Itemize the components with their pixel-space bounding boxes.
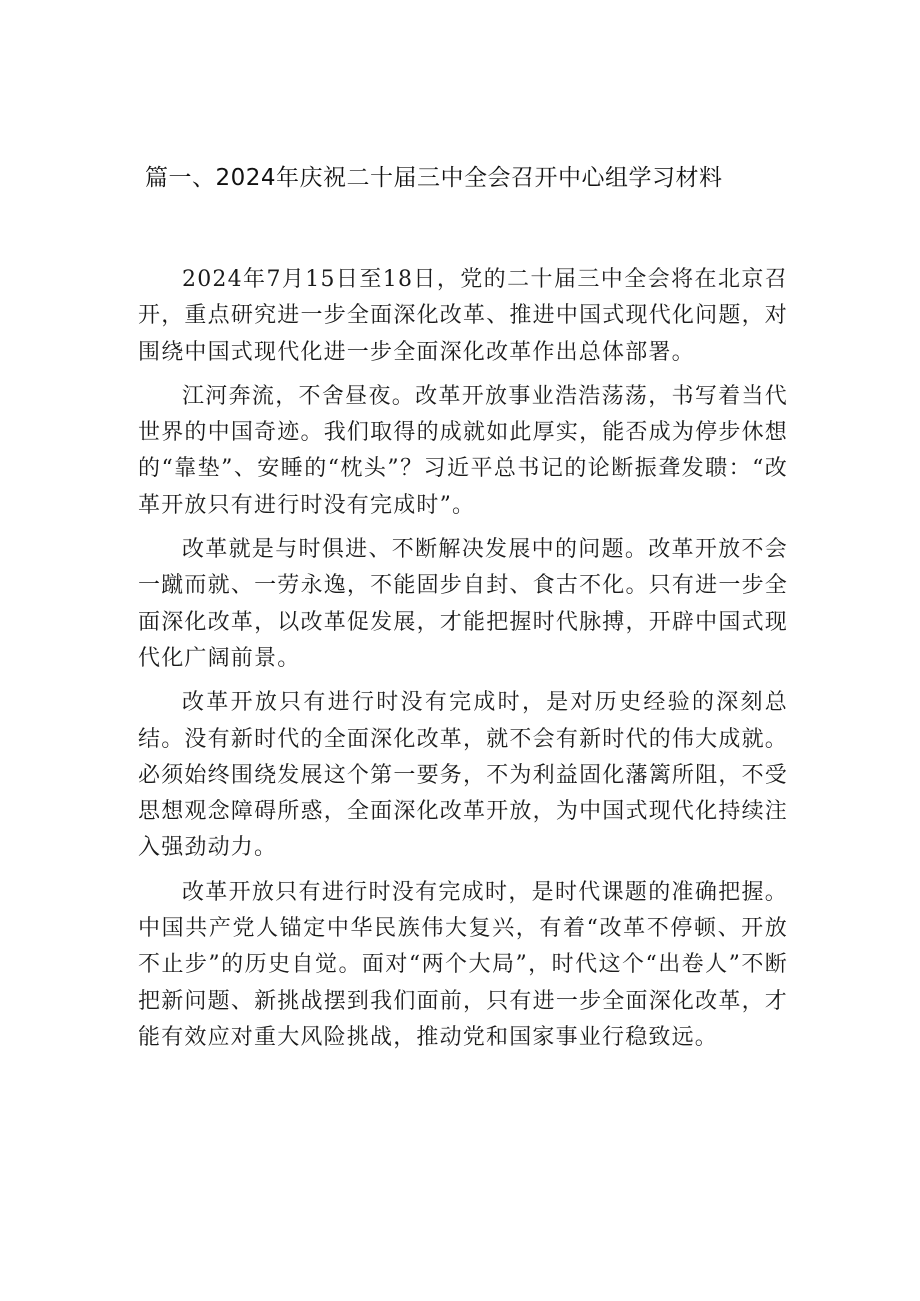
paragraph-2: 江河奔流，不舍昼夜。改革开放事业浩浩荡荡，书写着当代世界的中国奇迹。我们取得的成就如此厚实，能否成为停步休想的“靠垫”、安睡的“枕头”？习近平总书记的论断振聋发聩：“改革开放只有进行时没有完成时”。 [138, 383, 788, 518]
document-body [138, 262, 788, 1064]
document-title: 篇一、2024年庆祝二十届三中全会召开中心组学习材料 [145, 165, 723, 191]
paragraph-3: 改革就是与时俱进、不断解决发展中的问题。改革开放不会一蹴而就、一劳永逸，不能固步自封、食古不化。只有进一步全面深化改革，以改革促发展，才能把握时代脉搏，开辟中国式现代化广阔前景。 [138, 537, 788, 671]
paragraph-4: 改革开放只有进行时没有完成时，是对历史经验的深刻总结。没有新时代的全面深化改革，就不会有新时代的伟大成就。必须始终围绕发展这个第一要务，不为利益固化藩篱所阻，不受思想观念障碍所惑，全面深化改革开放，为中国式现代化持续注入强劲动力。 [138, 690, 788, 861]
paragraph-5: 改革开放只有进行时没有完成时，是时代课题的准确把握。中国共产党人锚定中华民族伟大复兴，有着“改革不停顿、开放不止步”的历史自觉。面对“两个大局”，时代这个“出卷人”不断把新问题、新挑战摆到我们面前，只有进一步全面深化改革，才能有效应对重大风险挑战，推动党和国家事业行稳致远。 [138, 879, 788, 1050]
paragraph-1: 2024年7月15日至18日，党的二十届三中全会将在北京召开，重点研究进一步全面深化改革、推进中国式现代化问题，对围绕中国式现代化进一步全面深化改革作出总体部署。 [138, 267, 788, 365]
